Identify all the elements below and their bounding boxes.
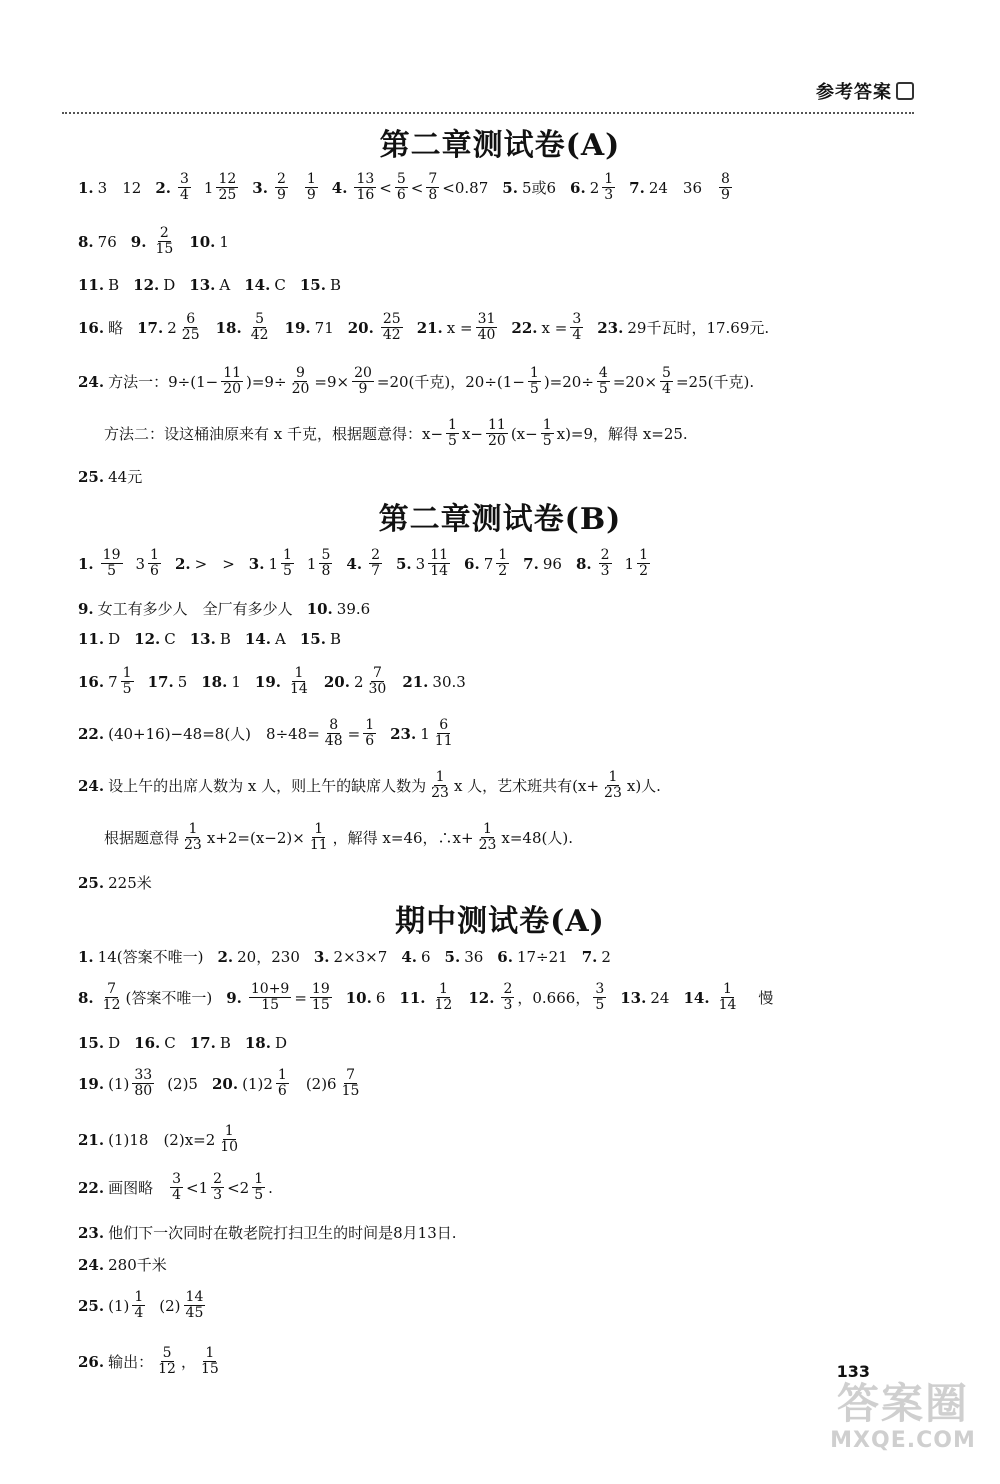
- answer-line: 15. D 16. C 17. B 18. D: [78, 1034, 288, 1052]
- answer-line: 26. 输出： 5 12 ， 1 15: [78, 1345, 219, 1377]
- header-divider: [62, 112, 914, 114]
- answer-line: 16. 7 1 5 17. 5 18. 1 19. 1 14 20. 2 7 30 21. 30.3: [78, 665, 466, 697]
- page-number: 133: [836, 1362, 870, 1381]
- answer-line: 方法二：设这桶油原来有 x 千克，根据题意得：x− $\frac{1}{5}$ x− $\frac{11}{20}$ (x− $\frac{1}{5}$ x)=9，解得 x=25.: [104, 417, 688, 449]
- answer-line: 19. (1) 33 80 (2)5 20. (1)2 1 6 (2)6 7 15: [78, 1067, 360, 1099]
- answer-line: 1. 14(答案不唯一) 2. 20，230 3. 2×3×7 4. 6 5. 36 6. 17÷21 7. 2: [78, 947, 611, 966]
- answer-line: 16. 略 17. 2 6 25 18. 5 42 19. 71 20. 25 42 21. x = $\frac{31}{40}$ 22. x = $\frac{3}{4}$ 23. 29千瓦时，17.69元.: [78, 311, 770, 343]
- answer-line: 22. 画图略 3 4 <1 2 3 <2 1 5 .: [78, 1171, 273, 1203]
- book-icon: [896, 82, 914, 100]
- answer-line: 25. 44元: [78, 467, 143, 486]
- answer-line: 22. (40+16)−48=8(人) 8÷48= $\frac{8}{48}$ = $\frac{1}{6}$ 23. 1 6 11: [78, 717, 453, 749]
- answer-line: 1. 3 12 2. 3 4 1 12 25 3. 2 9 1 9 4. 13 16 < 5 6 < 7 8 <0.87 5. 5或6 6. 2 1 3 7. 24 36 8 9: [78, 171, 730, 203]
- answer-line: 8. 7 12 (答案不唯一) 9. $\frac{10+9}{15}$ = $\frac{19}{15}$ 10. 6 11. 1 12 12. 2 3 ，0.666， 3 5 13. 24 14. 1 14 慢: [78, 981, 774, 1013]
- header-label: 参考答案: [816, 78, 914, 104]
- answer-line: 9. 女工有多少人 全厂有多少人 10. 39.6: [78, 599, 371, 618]
- answer-line: 25. (1) 1 4 (2) 14 45: [78, 1289, 204, 1321]
- section-title-chapter2-a: 第二章测试卷(A): [379, 128, 621, 163]
- answer-line: 21. (1)18 (2)x=2 1 10: [78, 1123, 239, 1155]
- answer-line: 23. 他们下一次同时在敬老院打扫卫生的时间是8月13日.: [78, 1223, 457, 1242]
- watermark: 答案圈 MXQE.COM: [830, 1379, 976, 1453]
- answer-line: 24. 方法一：9÷(1− $\frac{11}{20}$ )=9÷ $\frac{9}{20}$ =9× $\frac{20}{9}$ =20(千克)，20÷(1− $\frac{1}{5}$ )=20÷ $\frac{4}{5}$ =20× $\frac{5}{4}$ =25(千克).: [78, 365, 755, 397]
- answer-line: 根据题意得 1 23 x+2=(x−2)× $\frac{1}{11}$ ，解得 x=46，∴x+ $\frac{1}{23}$ x=48(人).: [104, 821, 573, 853]
- answer-line: 11. B 12. D 13. A 14. C 15. B: [78, 276, 341, 294]
- section-title-midterm-a: 期中测试卷(A): [395, 904, 605, 939]
- answer-line: 24. 280千米: [78, 1255, 167, 1274]
- answer-line: 8. 76 9. 2 15 10. 1: [78, 225, 229, 257]
- answer-line: 11. D 12. C 13. B 14. A 15. B: [78, 630, 341, 648]
- answer-line: 25. 225米: [78, 873, 152, 892]
- answer-line: 24. 设上午的出席人数为 x 人，则上午的缺席人数为 1 23 x 人，艺术班共有(x+ $\frac{1}{23}$ x)人.: [78, 769, 661, 801]
- section-title-chapter2-b: 第二章测试卷(B): [378, 502, 622, 537]
- answer-line: 1. 19 5 3 1 6 2. > > 3. 1 1 5 1 5 8 4. 2 7 5. 3 11 14 6. 7 1 2 7. 96 8. 2 3 1 1 2: [78, 547, 648, 579]
